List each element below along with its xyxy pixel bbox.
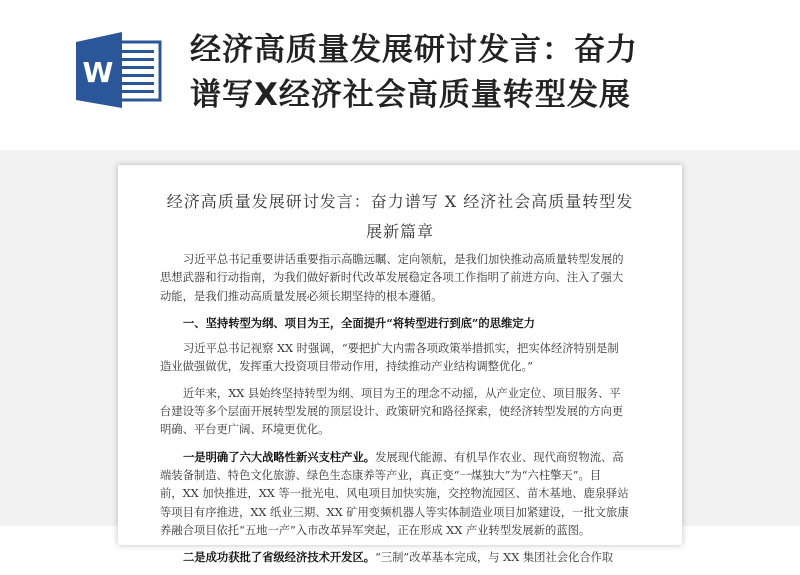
paragraph [160, 251, 646, 306]
text-line: 前，XX 加快推进，XX 等一批光电、风电项目加快实施，交控物流园区、苗木基地、鹿泉驿站 [160, 487, 629, 501]
text-line: 近年来，XX 县始终坚持转型为纲、项目为王的理念不动摇，从产业定位、项目服务、平 [183, 386, 621, 400]
text-line: 端装备制造、特色文化旅游、绿色生态康养等产业，真正变“一煤独大”为“六柱擎天”。目 [160, 468, 602, 482]
banner-title [190, 28, 790, 118]
text-line: 习近平总书记视察 XX 时强调，“要把扩大内需各项政策举措抓实，把实体经济特别是制 [183, 342, 619, 356]
text-line: 明确、平台更广阔、环境更优化。 [160, 423, 330, 437]
paragraph [160, 340, 646, 377]
text-line: 等项目有序推进，XX 纸业三期、XX 矿用变频机器人等实体制造业项目加紧建设，一批文旅康 [160, 505, 629, 519]
text-line [160, 548, 646, 567]
section-heading [160, 314, 646, 332]
title-line: 经济高质量发展研讨发言：奋力谱写 X 经济社会高质量转型发 [166, 192, 634, 211]
text-line [160, 448, 646, 467]
svg-text:W: W [82, 56, 114, 89]
title-line: 展新篇章 [365, 222, 434, 241]
document-title [118, 187, 682, 247]
lead-text: 一是明确了六大战略性新兴支柱产业。 [183, 449, 376, 464]
text-span: 发展现代能源、有机旱作农业、现代商贸物流、高 [375, 450, 624, 464]
text-line: 台建设等多个层面开展转型发展的顶层设计、政策研究和路径探索，使经济转型发展的方向更 [160, 405, 624, 419]
paragraph [160, 548, 646, 567]
banner-title-line: 经济高质量发展研讨发言：奋力 [190, 32, 638, 68]
word-icon [76, 32, 164, 108]
document-page [118, 165, 682, 565]
text-line: 动能，是我们推动高质量发展必须长期坚持的根本遵循。 [160, 289, 443, 303]
banner-title-line: 谱写X经济社会高质量转型发展 [190, 77, 631, 113]
paragraph [160, 448, 646, 540]
lead-text: 二是成功获批了省级经济技术开发区。 [183, 550, 376, 565]
text-line: 养融合项目依托“五地一产”入市改革异军突起，正在形成 XX 产业转型发展新的蓝图。 [160, 523, 591, 537]
banner [0, 0, 800, 150]
heading-text: 一、坚持转型为纲、项目为王，全面提升“将转型进行到底”的思维定力 [183, 315, 535, 330]
document-body [160, 251, 646, 575]
text-span: “三制”改革基本完成，与 XX 集团社会化合作取 [375, 551, 614, 565]
text-line: 造业做强做优，发挥重大投资项目带动作用，持续推动产业结构调整优化。” [160, 360, 533, 374]
paragraph [160, 385, 646, 440]
text-line: 思想武器和行动指南，为我们做好新时代改革发展稳定各项工作指明了前进方向、注入了强大 [160, 271, 624, 285]
text-line: 习近平总书记重要讲话重要指示高瞻远瞩、定向领航，是我们加快推动高质量转型发展的 [183, 253, 624, 266]
